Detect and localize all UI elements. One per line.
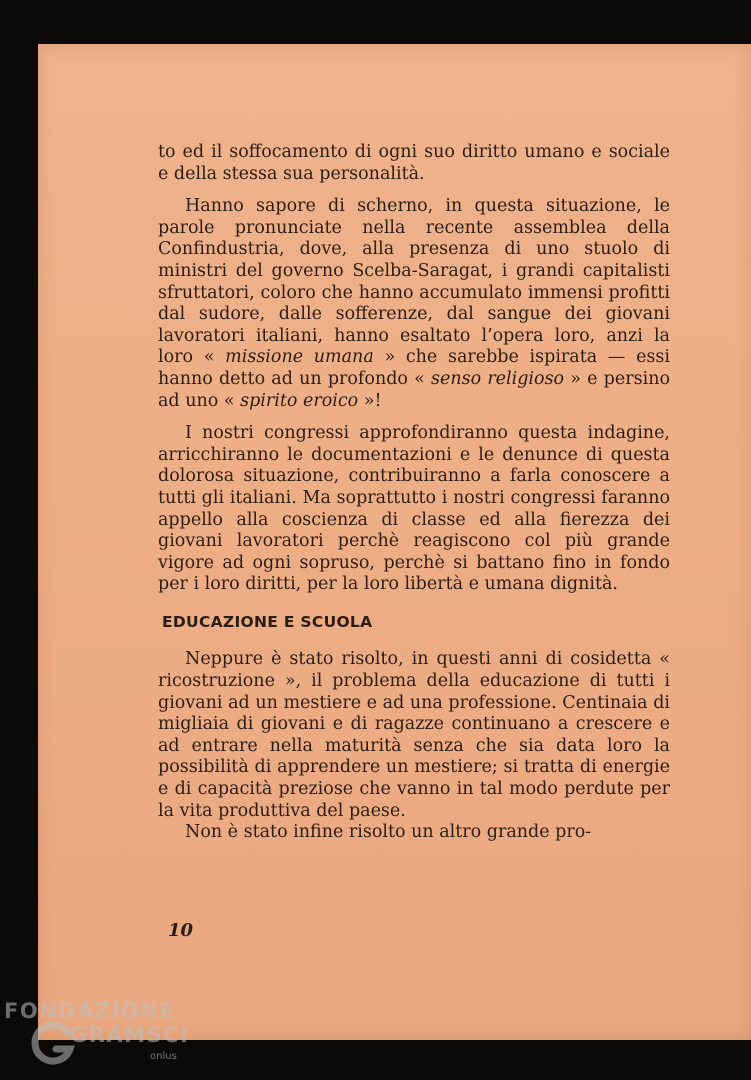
watermark-onlus: onlus [150, 1051, 177, 1062]
paragraph-confindustria-text: Hanno sapore di scherno, in questa situazione, le parole pronunciate nella recente assemblea della Confindustria, dove, alla presenza di uno stuolo di ministri del governo Scelba-Saragat, i grandi capitalisti sfruttatori, coloro che hanno accumulato immensi profitti dal sudore, dalle sofferenze, dal sangue dei giovani lavoratori italiani, hanno esaltato l’opera loro, anzi la loro [158, 196, 670, 368]
quote-spirito-eroico: spirito eroico [240, 390, 359, 411]
quote-mid-2: » e persino ad uno « [158, 368, 670, 411]
section-heading: EDUCAZIONE E SCUOLA [162, 612, 373, 631]
page-number: 10 [168, 920, 194, 941]
watermark-line2: GRAMSCI [70, 1023, 190, 1047]
quote-end: »! [358, 390, 382, 411]
quote-senso-religioso: senso religioso [431, 368, 565, 389]
watermark-logo [0, 995, 220, 1075]
page-body-text [158, 142, 670, 855]
quote-mid-1: » che sarebbe ispirata — essi hanno detto ad un profondo « [158, 347, 670, 389]
paragraph-final: Non è stato infine risolto un altro grande pro- [185, 822, 592, 843]
quote-open: « [203, 347, 226, 368]
watermark-line1: FONDAZIONE [4, 999, 176, 1023]
paragraph-continuation: to ed il soffocamento di ogni suo diritto umano e sociale e della stessa sua personalità. [158, 142, 670, 184]
paragraph-confindustria [158, 196, 670, 412]
paragraph-congressi: I nostri congressi approfondiranno questa indagine, arricchiranno le documentazioni e le denunce di questa dolorosa situazione, contribuiranno a farla conoscere a tutti gli italiani. Ma soprattutto i nostri congressi faranno appello alla coscienza di classe ed alla fierezza dei giovani lavoratori perchè reagiscono col più grande vigore ad ogni sopruso, perchè si battano fino in fondo per i loro diritti, per la loro libertà e umana dignità. [158, 423, 670, 595]
quote-missione-umana: missione umana [225, 347, 374, 368]
paragraph-educazione: Neppure è stato risolto, in questi anni di cosidetta « ricostruzione », il problema della educazione di tutti i giovani ad un mestiere e ad una professione. Centinaia di migliaia di giovani e di ragazze continuano a crescere e ad entrare nella maturità senza che sia data loro la possibilità di apprendere un mestiere; si tratta di energie e di capacità preziose che vanno in tal modo perdute per la vita produttiva del paese. [158, 649, 670, 821]
